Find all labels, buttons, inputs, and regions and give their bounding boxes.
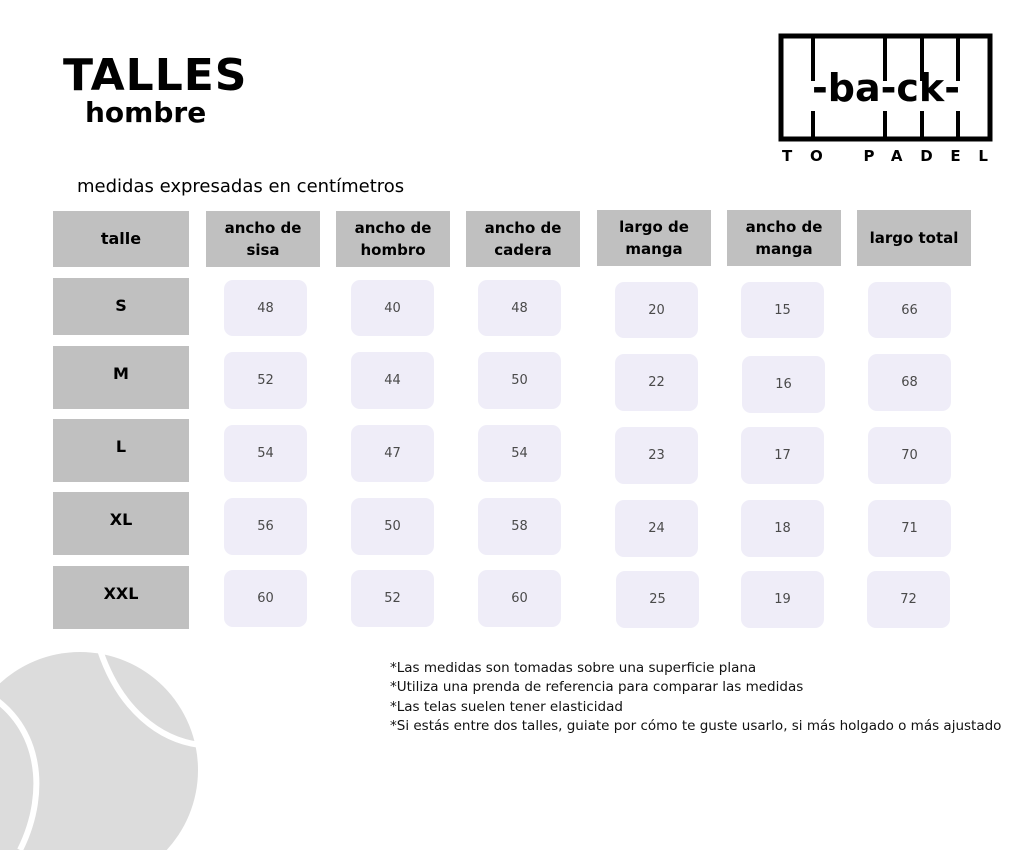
value-cell: 18	[741, 500, 824, 557]
footnote: *Utiliza una prenda de referencia para comparar las medidas	[390, 679, 804, 696]
header-talle: talle	[53, 211, 189, 267]
value-cell: 60	[224, 570, 307, 627]
header-ancho-manga: ancho de manga	[727, 210, 841, 266]
size-cell-xl: XL	[53, 492, 189, 555]
size-cell-xxl: XXL	[53, 566, 189, 629]
value-cell: 24	[615, 500, 698, 557]
value-cell: 52	[351, 570, 434, 627]
logo-tagline: TO PADEL	[782, 147, 988, 165]
header-largo-manga: largo de manga	[597, 210, 711, 266]
logo-wordmark: -ba-ck-	[812, 66, 960, 110]
value-cell: 23	[615, 427, 698, 484]
value-cell: 54	[224, 425, 307, 482]
footnote: *Las medidas son tomadas sobre una superficie plana	[390, 660, 757, 676]
value-cell: 66	[868, 282, 951, 338]
value-cell: 50	[478, 352, 561, 409]
page-subtitle: hombre	[85, 96, 207, 129]
value-cell: 50	[351, 498, 434, 555]
size-cell-m: M	[53, 346, 189, 409]
value-cell: 47	[351, 425, 434, 482]
value-cell: 40	[351, 280, 434, 336]
value-cell: 68	[868, 354, 951, 411]
value-cell: 48	[224, 280, 307, 336]
footnote: *Las telas suelen tener elasticidad	[390, 698, 623, 715]
value-cell: 52	[224, 352, 307, 409]
footnotes	[390, 659, 1001, 736]
value-cell: 20	[615, 282, 698, 338]
value-cell: 60	[478, 570, 561, 627]
value-cell: 16	[742, 356, 825, 413]
value-cell: 25	[616, 571, 699, 628]
value-cell: 15	[741, 282, 824, 338]
size-cell-l: L	[53, 419, 189, 482]
header-ancho-cadera: ancho de cadera	[466, 211, 580, 267]
value-cell: 56	[224, 498, 307, 555]
units-note: medidas expresadas en centímetros	[77, 176, 405, 197]
header-ancho-hombro: ancho de hombro	[336, 211, 450, 267]
value-cell: 72	[867, 571, 950, 628]
brand-logo	[778, 33, 994, 165]
value-cell: 71	[868, 500, 951, 557]
value-cell: 19	[741, 571, 824, 628]
value-cell: 22	[615, 354, 698, 411]
value-cell: 70	[868, 427, 951, 484]
value-cell: 44	[351, 352, 434, 409]
value-cell: 54	[478, 425, 561, 482]
footnote: *Si estás entre dos talles, guiate por cómo te guste usarlo, si más holgado o más ajustado	[390, 717, 1002, 734]
value-cell: 48	[478, 280, 561, 336]
value-cell: 17	[741, 427, 824, 484]
header-ancho-sisa: ancho de sisa	[206, 211, 320, 267]
size-cell-s: S	[53, 278, 189, 335]
value-cell: 58	[478, 498, 561, 555]
padel-ball-decoration	[0, 650, 200, 850]
header-largo-total: largo total	[857, 210, 971, 266]
page-title: TALLES	[63, 50, 248, 101]
